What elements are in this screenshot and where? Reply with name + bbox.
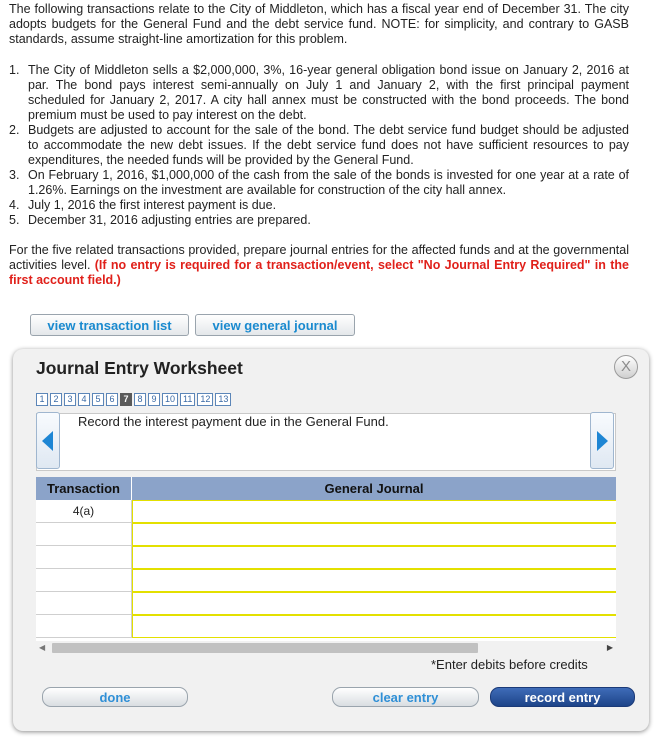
instructions: [9, 243, 629, 288]
list-item-text: Budgets are adjusted to account for the sale of the bond. The debt service fund budget should be adjusted to accommodate the new debt issues. If the debt service fund does not have sufficient resources to pay expenditures, the needed funds will be provided by the General Fund.: [28, 123, 629, 167]
table-row: [36, 615, 616, 638]
scroll-left-icon[interactable]: ◀: [39, 643, 46, 652]
instructions-text: For the five related transactions provided, prepare journal entries for the affected funds and at the governmental activities level.: [9, 243, 629, 272]
page-link[interactable]: 8: [134, 393, 146, 406]
page-link-active[interactable]: 7: [120, 393, 132, 406]
list-item-text: December 31, 2016 adjusting entries are prepared.: [28, 213, 311, 227]
worksheet-title: Journal Entry Worksheet: [36, 358, 243, 378]
horizontal-scrollbar[interactable]: [36, 641, 616, 655]
table-row: [36, 523, 616, 546]
list-item: [9, 213, 629, 228]
page-link[interactable]: 5: [92, 393, 104, 406]
scroll-right-icon[interactable]: ▶: [606, 643, 613, 652]
entry-prompt: Record the interest payment due in the General Fund.: [78, 414, 389, 429]
account-input[interactable]: [132, 523, 616, 546]
view-general-journal-button[interactable]: view general journal: [195, 314, 355, 336]
page-link[interactable]: 2: [50, 393, 62, 406]
problem-intro: The following transactions relate to the City of Middleton, which has a fiscal year end of December 31. The city adopts budgets for the General Fund and the debt service fund. NOTE: for simplicity, and contrary to GASB standards, assume straight-line amortization for this problem.: [9, 2, 629, 46]
journal-grid: [36, 477, 616, 641]
list-item-number: 3.: [9, 168, 20, 182]
clear-entry-button[interactable]: clear entry: [332, 687, 479, 707]
instructions-warning: (If no entry is required for a transaction/event, select "No Journal Entry Required" in the first account field.): [9, 258, 629, 287]
transaction-cell: 4(a): [36, 500, 132, 523]
list-item-number: 1.: [9, 63, 20, 77]
list-item-text: On February 1, 2016, $1,000,000 of the cash from the sale of the bonds is invested for one year at a rate of 1.26%. Earnings on the investment are available for construction of the city hall annex.: [28, 168, 629, 197]
account-input[interactable]: [132, 500, 616, 523]
list-item-number: 5.: [9, 213, 20, 227]
close-icon[interactable]: X: [614, 355, 638, 379]
chevron-left-icon: [42, 431, 54, 451]
page-link[interactable]: 13: [215, 393, 231, 406]
page-link[interactable]: 1: [36, 393, 48, 406]
list-item: [9, 168, 629, 198]
transaction-cell: [36, 569, 132, 592]
chevron-right-icon: [596, 431, 608, 451]
page-link[interactable]: 11: [180, 393, 195, 406]
table-row: [36, 592, 616, 615]
table-row: [36, 569, 616, 592]
next-entry-button[interactable]: [590, 412, 614, 469]
table-row: [36, 546, 616, 569]
list-item-number: 4.: [9, 198, 20, 212]
page-link[interactable]: 12: [197, 393, 213, 406]
debit-credit-note: *Enter debits before credits: [431, 657, 588, 672]
page-link[interactable]: 10: [162, 393, 178, 406]
list-item-number: 2.: [9, 123, 20, 137]
previous-entry-button[interactable]: [36, 412, 60, 469]
scroll-thumb[interactable]: [52, 643, 478, 653]
account-input[interactable]: [132, 615, 616, 638]
transaction-cell: [36, 615, 132, 638]
transaction-cell: [36, 523, 132, 546]
transaction-cell: [36, 592, 132, 615]
view-transaction-list-button[interactable]: view transaction list: [30, 314, 189, 336]
done-button[interactable]: done: [42, 687, 188, 707]
account-input[interactable]: [132, 592, 616, 615]
list-item: [9, 123, 629, 168]
page-selector: [36, 393, 231, 406]
transaction-list: [9, 63, 629, 228]
list-item: [9, 63, 629, 123]
record-entry-button[interactable]: record entry: [490, 687, 635, 707]
table-row: [36, 500, 616, 523]
transaction-column-header: Transaction: [36, 477, 132, 500]
general-journal-column-header: General Journal: [324, 481, 424, 496]
page-link[interactable]: 9: [148, 393, 160, 406]
transaction-cell: [36, 546, 132, 569]
account-input[interactable]: [132, 546, 616, 569]
list-item-text: The City of Middleton sells a $2,000,000, 3%, 16-year general obligation bond issue on January 2, 2016 at par. The bond pays interest semi-annually on July 1 and January 2, with the first principal payment scheduled for January 2, 2017. A city hall annex must be constructed with the bond proceeds. The bond premium must be used to pay interest on the debt.: [28, 63, 629, 122]
list-item-text: July 1, 2016 the first interest payment is due.: [28, 198, 277, 212]
page-link[interactable]: 3: [64, 393, 76, 406]
list-item: [9, 198, 629, 213]
grid-header: [36, 477, 616, 500]
page-link[interactable]: 4: [78, 393, 90, 406]
account-input[interactable]: [132, 569, 616, 592]
page-link[interactable]: 6: [106, 393, 118, 406]
journal-entry-worksheet: [13, 349, 649, 731]
